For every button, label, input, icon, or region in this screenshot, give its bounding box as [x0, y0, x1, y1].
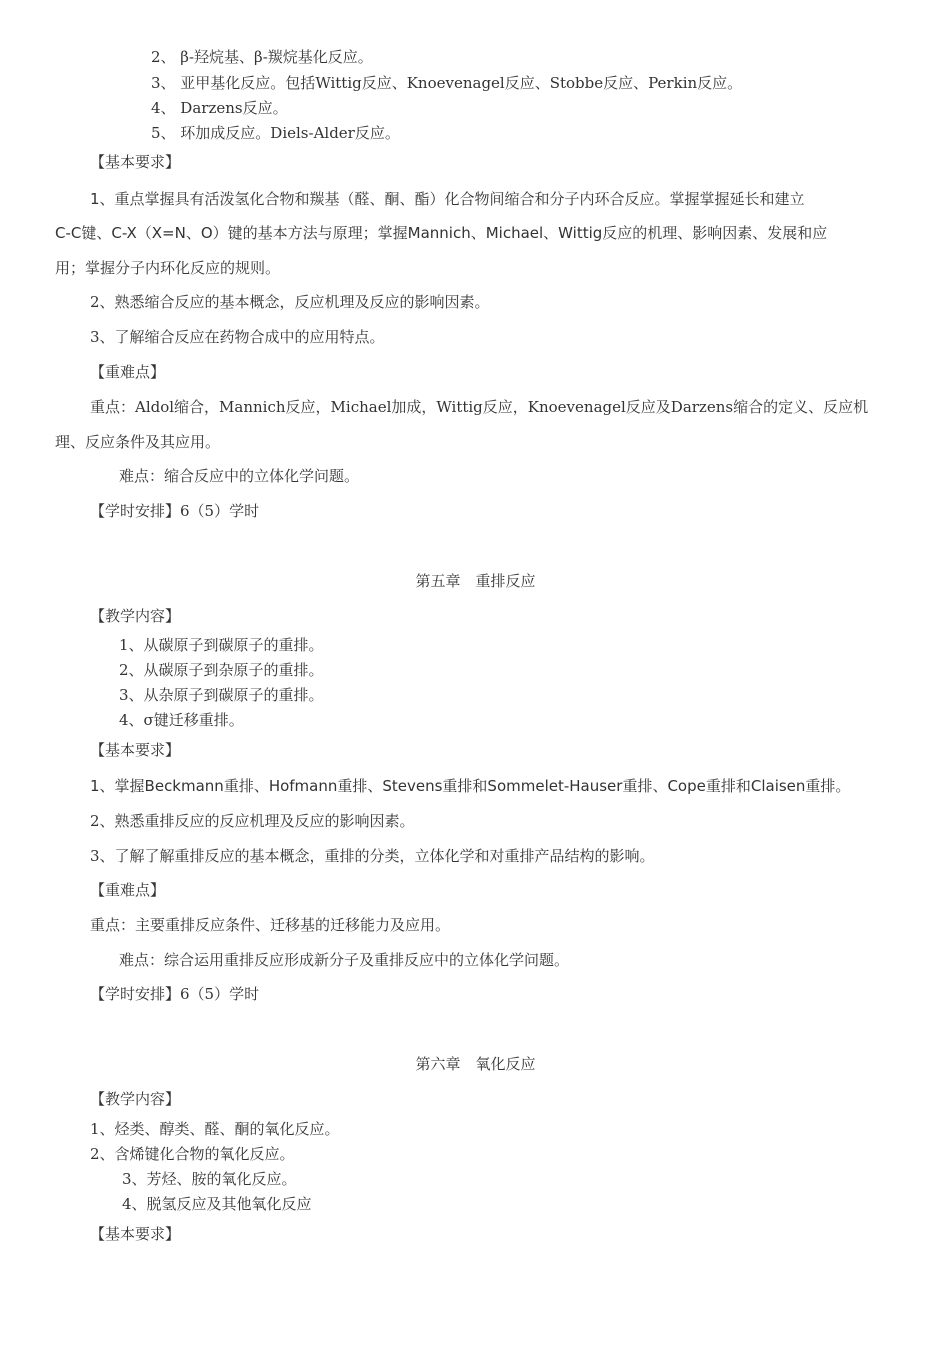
- paragraph-line: 用；掌握分子内环化反应的规则。: [55, 259, 281, 277]
- content-item: 2、 β-羟烷基、β-羰烷基化反应。: [151, 48, 373, 66]
- chapter-title: 第五章 重排反应: [415, 572, 536, 590]
- paragraph-line: 2、熟悉重排反应的反应机理及反应的影响因素。: [90, 812, 415, 830]
- paragraph-line: 3、了解缩合反应在药物合成中的应用特点。: [90, 328, 385, 346]
- content-item: 3、芳烃、胺的氧化反应。: [122, 1170, 297, 1188]
- content-item: 5、 环加成反应。Diels-Alder反应。: [151, 124, 400, 142]
- content-item: 2、含烯键化合物的氧化反应。: [90, 1145, 295, 1163]
- chapter-title: 第六章 氧化反应: [415, 1055, 536, 1073]
- hours-line: 【学时安排】6（5）学时: [90, 985, 260, 1003]
- section-heading: 【基本要求】: [90, 1225, 181, 1243]
- content-item: 1、烃类、醇类、醛、酮的氧化反应。: [90, 1120, 340, 1138]
- section-heading: 【重难点】: [90, 363, 166, 381]
- section-heading: 【教学内容】: [90, 607, 181, 625]
- content-item: 3、从杂原子到碳原子的重排。: [119, 686, 324, 704]
- paragraph-line: 1、掌握Beckmann重排、Hofmann重排、Stevens重排和Sommelet-Hauser重排、Cope重排和Claisen重排。: [90, 777, 851, 795]
- paragraph-line: 1、重点掌握具有活泼氢化合物和羰基（醛、酮、酯）化合物间缩合和分子内环合反应。掌握掌握延长和建立: [90, 190, 805, 208]
- section-heading: 【基本要求】: [90, 741, 181, 759]
- paragraph-line: 3、了解了解重排反应的基本概念，重排的分类，立体化学和对重排产品结构的影响。: [90, 847, 655, 865]
- content-item: 4、脱氢反应及其他氧化反应: [122, 1195, 312, 1213]
- paragraph-line: C-C键、C-X（X=N、O）键的基本方法与原理；掌握Mannich、Michael、Wittig反应的机理、影响因素、发展和应: [55, 224, 828, 242]
- content-item: 4、σ键迁移重排。: [119, 711, 244, 729]
- hours-line: 【学时安排】6（5）学时: [90, 502, 260, 520]
- section-heading: 【重难点】: [90, 881, 166, 899]
- paragraph-line: 重点：主要重排反应条件、迁移基的迁移能力及应用。: [90, 916, 451, 934]
- section-heading: 【基本要求】: [90, 153, 181, 171]
- paragraph-line: 2、熟悉缩合反应的基本概念，反应机理及反应的影响因素。: [90, 293, 490, 311]
- paragraph-line: 重点：Aldol缩合，Mannich反应，Michael加成，Wittig反应，Knoevenagel反应及Darzens缩合的定义、反应机: [90, 398, 869, 416]
- content-item: 2、从碳原子到杂原子的重排。: [119, 661, 324, 679]
- paragraph-line: 难点：综合运用重排反应形成新分子及重排反应中的立体化学问题。: [119, 951, 570, 969]
- content-item: 3、 亚甲基化反应。包括Wittig反应、Knoevenagel反应、Stobbe反应、Perkin反应。: [151, 74, 743, 92]
- content-item: 4、 Darzens反应。: [151, 99, 288, 117]
- paragraph-line: 难点：缩合反应中的立体化学问题。: [119, 467, 360, 485]
- content-item: 1、从碳原子到碳原子的重排。: [119, 636, 324, 654]
- paragraph-line: 理、反应条件及其应用。: [55, 433, 221, 451]
- section-heading: 【教学内容】: [90, 1090, 181, 1108]
